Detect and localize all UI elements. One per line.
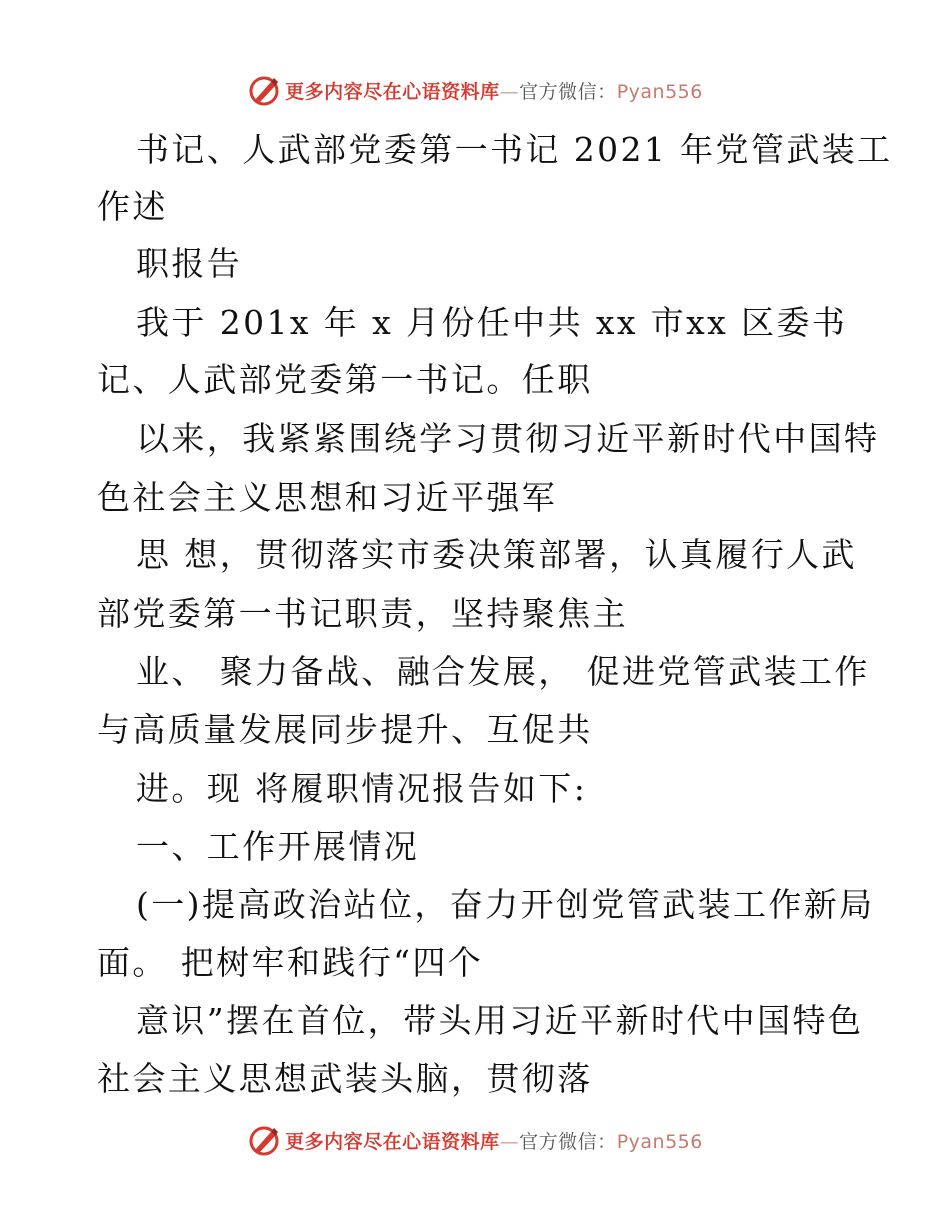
text-line: 业、 聚力备战、融合发展， 促进党管武装工作 [136,652,870,691]
watermark-wechat-label: 官方微信 [519,80,598,103]
pen-logo-icon [247,1123,281,1157]
text-line: 色社会主义思想和习近平强军 [97,478,558,517]
watermark-colon: ： [597,80,617,103]
text-line: 作述 [97,187,168,226]
text-line: 与高质量发展同步提升、互促共 [97,710,593,749]
watermark-colon: ： [597,1130,617,1153]
text-line: 书记、人武部党委第一书记 2021 年党管武装工 [136,130,893,169]
subsection-heading: (一)提高政治站位，奋力开创党管武装工作新局 [136,885,875,924]
watermark-brand: 更多内容尽在心语资料库 [285,80,500,103]
text-line: 进。现 将履职情况报告如下: [136,769,588,808]
text-line: 部党委第一书记职责，坚持聚焦主 [97,594,628,633]
text-line: 思 想，贯彻落实市委决策部署，认真履行人武 [136,535,857,574]
text-line: 职报告 [136,244,243,283]
watermark-separator: — [499,80,520,103]
text-line: 意识”摆在首位，带头用习近平新时代中国特色 [136,1001,864,1040]
watermark-separator: — [499,1130,520,1153]
section-heading: 一、工作开展情况 [136,827,420,866]
watermark-brand: 更多内容尽在心语资料库 [285,1130,500,1153]
watermark-wechat-label: 官方微信 [519,1130,598,1153]
watermark-banner-bottom [0,1120,950,1160]
watermark-wechat-id: Pyan556 [616,1130,703,1153]
text-line: 记、人武部党委第一书记。任职 [97,360,593,399]
text-line: 以来，我紧紧围绕学习贯彻习近平新时代中国特 [136,419,880,458]
text-line: 面。 把树牢和践行“四个 [97,943,484,982]
text-line: 社会主义思想武装头脑，贯彻落 [97,1059,593,1098]
watermark-text [285,1127,703,1154]
watermark-wechat-id: Pyan556 [616,80,703,103]
text-line: 我于 201x 年 x 月份任中共 xx 市xx 区委书 [136,303,848,342]
